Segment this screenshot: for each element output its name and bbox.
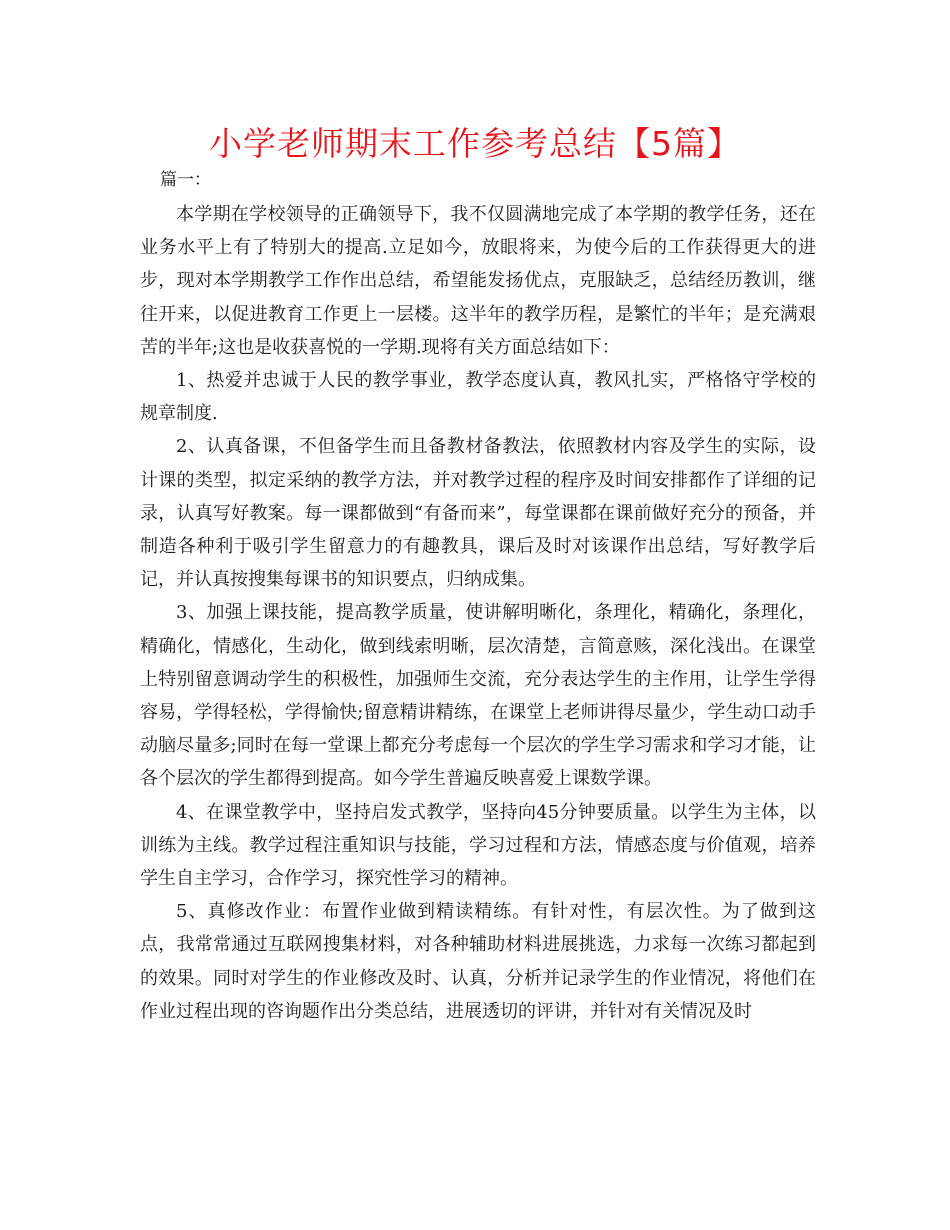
paragraph-item-2: 2、认真备课，不但备学生而且备教材备教法，依照教材内容及学生的实际，设计课的类型，拟定采纳的教学方法，并对教学过程的程序及时间安排都作了详细的记录，认真写好教案。每一课都做到“有备而来”，每堂课都在课前做好充分的预备，并制造各种利于吸引学生留意力的有趣教具，课后及时对该课作出总结，写好教学后记，并认真按搜集每课书的知识要点，归纳成集。	[140, 436, 816, 591]
document-body	[140, 198, 816, 1028]
paragraph-item-1: 1、热爱并忠诚于人民的教学事业，教学态度认真，教风扎实，严格恪守学校的规章制度.	[140, 370, 816, 425]
document-title: 小学老师期末工作参考总结【5篇】	[209, 124, 741, 163]
section-label: 篇一：	[160, 170, 211, 190]
paragraph-item-3: 3、加强上课技能，提高教学质量，使讲解明晰化，条理化，精确化，条理化，精确化，情感化，生动化，做到线索明晰，层次清楚，言简意赅，深化浅出。在课堂上特别留意调动学生的积极性，加强师生交流，充分表达学生的主作用，让学生学得容易，学得轻松，学得愉快;留意精讲精练，在课堂上老师讲得尽量少，学生动口动手动脑尽量多;同时在每一堂课上都充分考虑每一个层次的学生学习需求和学习才能，让各个层次的学生都得到提高。如今学生普遍反映喜爱上课数学课。	[140, 602, 816, 790]
paragraph-item-4: 4、在课堂教学中，坚持启发式教学，坚持向45分钟要质量。以学生为主体，以训练为主线。教学过程注重知识与技能，学习过程和方法，情感态度与价值观，培养学生自主学习，合作学习，探究性学习的精神。	[140, 801, 816, 890]
paragraph-intro: 本学期在学校领导的正确领导下，我不仅圆满地完成了本学期的教学任务，还在业务水平上有了特别大的提高.立足如今，放眼将来，为使今后的工作获得更大的进步，现对本学期教学工作作出总结，希望能发扬优点，克服缺乏，总结经历教训，继往开来，以促进教育工作更上一层楼。这半年的教学历程，是繁忙的半年；是充满艰苦的半年;这也是收获喜悦的一学期.现将有关方面总结如下：	[140, 204, 816, 358]
paragraph-item-5: 5、真修改作业：布置作业做到精读精练。有针对性，有层次性。为了做到这点，我常常通过互联网搜集材料，对各种辅助材料进展挑选，力求每一次练习都起到的效果。同时对学生的作业修改及时、认真，分析并记录学生的作业情况，将他们在作业过程出现的咨询题作出分类总结，进展透切的评讲，并针对有关情况及时	[140, 901, 816, 1022]
